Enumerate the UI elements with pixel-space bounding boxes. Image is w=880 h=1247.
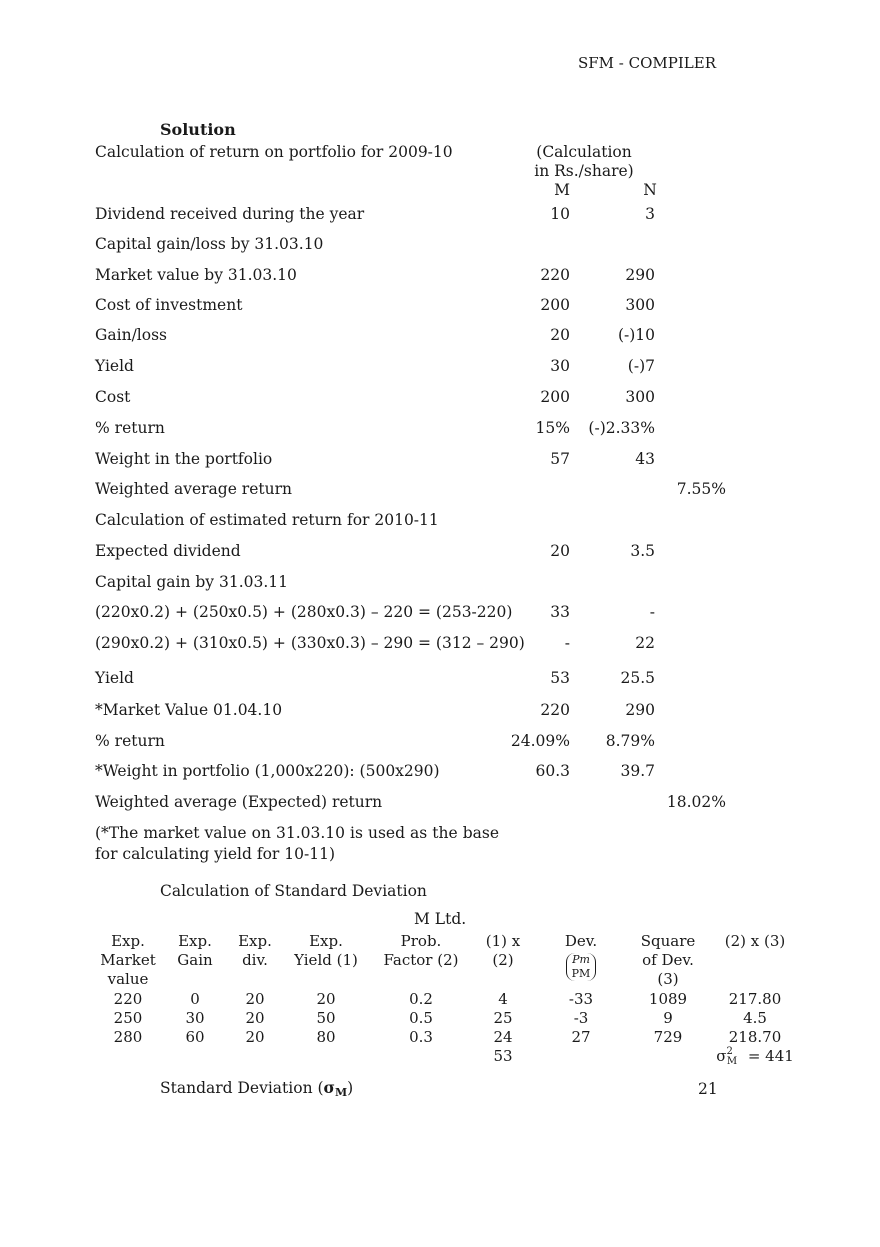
cell-product-2-3: 217.80 xyxy=(728,990,782,1008)
row-value-m: 53 xyxy=(550,669,570,687)
row-value-m: 30 xyxy=(550,357,570,375)
cell-prob: 0.3 xyxy=(409,1028,433,1046)
cell-yield: 80 xyxy=(316,1028,336,1046)
column-n-header: N xyxy=(643,181,657,199)
table-row xyxy=(0,762,880,784)
std-dev-label: Standard Deviation (σM) xyxy=(160,1078,354,1099)
row-label: Capital gain/loss by 31.03.10 xyxy=(95,235,324,253)
row-label: (220x0.2) + (250x0.5) + (280x0.3) – 220 = (253-220) xyxy=(95,603,513,621)
row-label: Yield xyxy=(95,357,134,375)
row-value-m: 60.3 xyxy=(535,762,570,780)
row-value-n: 43 xyxy=(635,450,655,468)
cell-div: 20 xyxy=(245,1009,265,1027)
table-row xyxy=(93,990,803,1009)
solution-subtitle: Calculation of return on portfolio for 2009-10 xyxy=(95,143,453,161)
table-row xyxy=(0,793,880,815)
row-label: Weighted average return xyxy=(95,480,292,498)
cell-gain: 30 xyxy=(185,1009,205,1027)
cell-product-2-3: 218.70 xyxy=(728,1028,782,1046)
table-row xyxy=(93,1009,803,1028)
table-row xyxy=(0,480,880,502)
cell-prob: 0.2 xyxy=(409,990,433,1008)
cell-product-1-2: 25 xyxy=(493,1009,513,1027)
table-row xyxy=(0,205,880,227)
row-value-m: 33 xyxy=(550,603,570,621)
row-label: Expected dividend xyxy=(95,542,241,560)
row-value-m: - xyxy=(564,634,570,652)
table-row xyxy=(0,573,880,595)
header-exp-market-value: Exp. Market value xyxy=(100,932,156,988)
row-value-n: 300 xyxy=(625,388,655,406)
row-value-n: 3.5 xyxy=(630,542,655,560)
row-value-m: 220 xyxy=(540,701,570,719)
sd-header-row xyxy=(93,932,803,990)
row-label: Yield xyxy=(95,669,134,687)
table-row xyxy=(0,388,880,410)
cell-market-value: 280 xyxy=(113,1028,143,1046)
cell-gain: 0 xyxy=(190,990,200,1008)
row-value-m: 200 xyxy=(540,388,570,406)
row-value-m: 20 xyxy=(550,326,570,344)
cell-yield: 20 xyxy=(316,990,336,1008)
table-row xyxy=(0,326,880,348)
cell-dev: 27 xyxy=(571,1028,591,1046)
row-value-n: 39.7 xyxy=(620,762,655,780)
cell-square: 729 xyxy=(653,1028,683,1046)
row-label: Gain/loss xyxy=(95,326,167,344)
cell-prob: 0.5 xyxy=(409,1009,433,1027)
row-total: 18.02% xyxy=(666,793,726,811)
table-row xyxy=(0,732,880,754)
row-label: Market value by 31.03.10 xyxy=(95,266,297,284)
company-name: M Ltd. xyxy=(414,910,467,928)
cell-market-value: 250 xyxy=(113,1009,143,1027)
row-value-n: 8.79% xyxy=(605,732,655,750)
header-product-1-2: (1) x (2) xyxy=(485,932,521,969)
row-label: Cost of investment xyxy=(95,296,243,314)
cell-product-1-2: 24 xyxy=(493,1028,513,1046)
header-square-dev: Square of Dev. (3) xyxy=(640,932,696,988)
row-value-m: 220 xyxy=(540,266,570,284)
sum-product-1-2: 53 xyxy=(493,1047,513,1065)
table-row xyxy=(0,603,880,625)
table-row xyxy=(0,357,880,379)
row-total: 7.55% xyxy=(676,480,726,498)
row-value-m: 10 xyxy=(550,205,570,223)
sum-row xyxy=(93,1047,803,1068)
row-value-n: (-)7 xyxy=(627,357,655,375)
header-dev: Dev. Pm PM xyxy=(564,932,598,980)
cell-gain: 60 xyxy=(185,1028,205,1046)
row-value-n: 3 xyxy=(645,205,655,223)
table-row xyxy=(0,701,880,723)
header-exp-yield: Exp. Yield (1) xyxy=(294,932,358,969)
calculation-note: (Calculation in Rs./share) xyxy=(534,143,634,180)
row-label: *Weight in portfolio (1,000x220): (500x290) xyxy=(95,762,440,780)
row-label: Weighted average (Expected) return xyxy=(95,793,383,811)
row-label: Weight in the portfolio xyxy=(95,450,273,468)
cell-square: 1089 xyxy=(648,990,688,1008)
column-m-header: M xyxy=(554,181,570,199)
table-row xyxy=(0,669,880,691)
table-row xyxy=(0,266,880,288)
table-row xyxy=(0,296,880,318)
cell-dev: -3 xyxy=(573,1009,589,1027)
header-exp-gain: Exp. Gain xyxy=(177,932,213,969)
cell-div: 20 xyxy=(245,1028,265,1046)
cell-product-2-3: 4.5 xyxy=(743,1009,767,1027)
row-value-n: 22 xyxy=(635,634,655,652)
row-label: (290x0.2) + (310x0.5) + (330x0.3) – 290 = (312 – 290) xyxy=(95,634,525,652)
row-label: Capital gain by 31.03.11 xyxy=(95,573,288,591)
cell-square: 9 xyxy=(663,1009,673,1027)
header-product-2-3: (2) x (3) xyxy=(724,932,786,950)
page-header: SFM - COMPILER xyxy=(578,54,717,72)
row-label: *Market Value 01.04.10 xyxy=(95,701,283,719)
cell-product-1-2: 4 xyxy=(498,990,508,1008)
row-label: Calculation of estimated return for 2010-11 xyxy=(95,511,439,529)
cell-div: 20 xyxy=(245,990,265,1008)
row-label: % return xyxy=(95,732,165,750)
footnote: (*The market value on 31.03.10 is used as the base for calculating yield for 10-11) xyxy=(95,824,499,863)
row-value-m: 57 xyxy=(550,450,570,468)
std-dev-value: 21 xyxy=(698,1080,718,1098)
header-exp-div: Exp. div. xyxy=(238,932,272,969)
table-row xyxy=(0,450,880,472)
row-value-m: 15% xyxy=(535,419,570,437)
row-value-n: 25.5 xyxy=(620,669,655,687)
row-label: % return xyxy=(95,419,165,437)
cell-dev: -33 xyxy=(568,990,594,1008)
solution-title: Solution xyxy=(160,120,236,139)
row-value-n: (-)2.33% xyxy=(588,419,655,437)
table-row xyxy=(0,419,880,441)
sd-section-title: Calculation of Standard Deviation xyxy=(160,882,427,900)
row-value-n: (-)10 xyxy=(617,326,655,344)
row-label: Cost xyxy=(95,388,131,406)
row-value-m: 24.09% xyxy=(510,732,570,750)
row-value-n: 290 xyxy=(625,701,655,719)
row-value-n: 290 xyxy=(625,266,655,284)
table-row xyxy=(0,511,880,533)
row-value-m: 200 xyxy=(540,296,570,314)
cell-yield: 50 xyxy=(316,1009,336,1027)
header-prob-factor: Prob. Factor (2) xyxy=(383,932,459,969)
dev-fraction: Pm PM xyxy=(566,953,597,981)
table-row xyxy=(0,634,880,656)
table-row xyxy=(0,542,880,564)
sd-table xyxy=(93,932,803,1068)
row-value-n: 300 xyxy=(625,296,655,314)
cell-market-value: 220 xyxy=(113,990,143,1008)
row-label: Dividend received during the year xyxy=(95,205,365,223)
variance-value: $\sigma^2_M = 441$ xyxy=(716,1046,794,1067)
row-value-n: - xyxy=(649,603,655,621)
row-value-m: 20 xyxy=(550,542,570,560)
table-row xyxy=(93,1028,803,1047)
table-row xyxy=(0,235,880,257)
